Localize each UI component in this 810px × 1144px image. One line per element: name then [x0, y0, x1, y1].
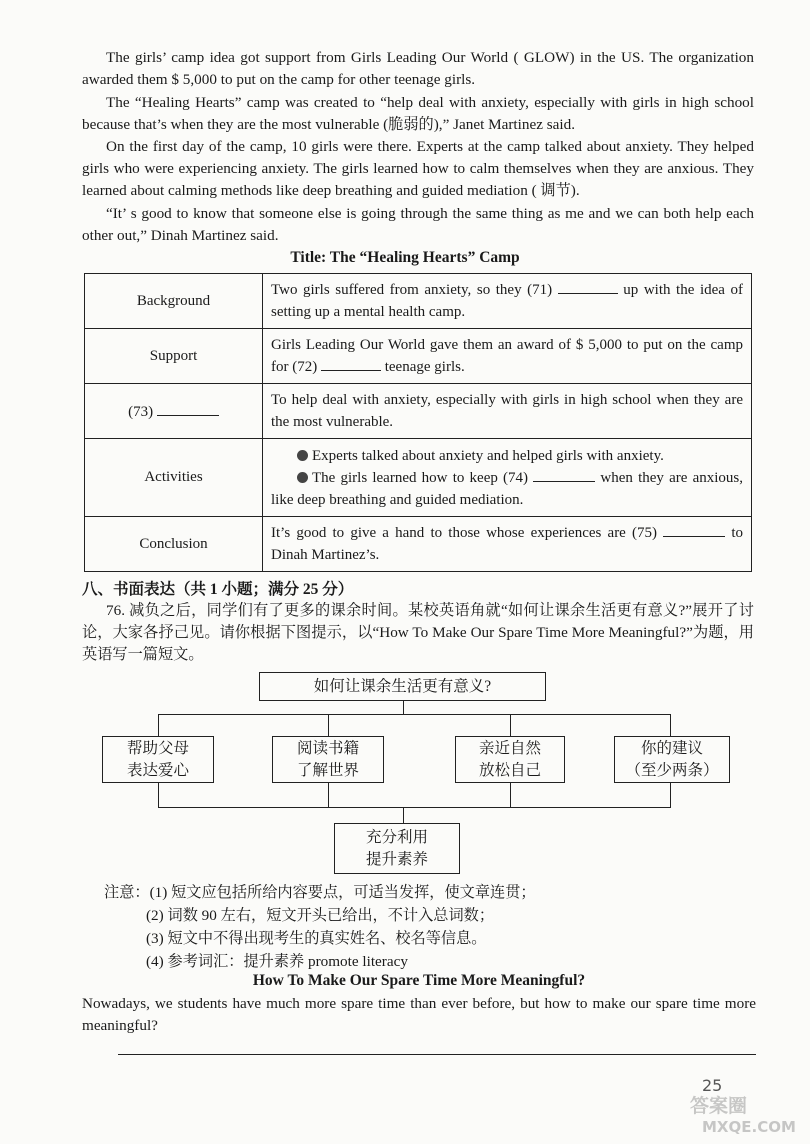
section-heading: 八、书面表达（共 1 小题；满分 25 分）: [82, 581, 354, 598]
connector-line: [158, 782, 159, 808]
row-content-support: Girls Leading Our World gave them an award of $ 5,000 to put on the camp for (72) teenage girls.: [263, 329, 752, 384]
paragraph-quote: “It’ s good to know that someone else is going through the same thing as me and we can both help each other out,” Dinah Martinez said.: [82, 205, 754, 244]
essay-opening: Nowadays, we students have much more spare time than ever before, but how to make our spare time more meaningful?: [82, 995, 756, 1034]
table-row: [85, 384, 752, 439]
connector-line: [158, 714, 159, 736]
paragraph-glow-support: The girls’ camp idea got support from Girls Leading Our World ( GLOW) in the US. The organization awarded them $ 5,000 to put on the camp for other teenage girls.: [82, 49, 754, 88]
activity-item-1: Experts talked about anxiety and helped girls with anxiety.: [271, 445, 743, 467]
connector-line: [328, 714, 329, 736]
answer-blank-75[interactable]: [663, 522, 725, 537]
connector-line: [328, 782, 329, 808]
watermark-logo-icon: [682, 1084, 808, 1140]
diagram-box-bottom: 充分利用 提升素养: [334, 823, 460, 874]
row-content-activities: [263, 439, 752, 517]
camp-summary-table: [84, 273, 752, 572]
watermark-text: 答案圈 MXQE.COM: [690, 1095, 796, 1136]
row-label-support: Support: [85, 329, 263, 384]
row-label-73: (73): [85, 384, 263, 439]
note-line-1: 注意：(1) 短文应包括所给内容要点，可适当发挥，使文章连贯；: [104, 884, 536, 901]
row-content-purpose: To help deal with anxiety, especially with girls in high school when they are the most vulnerable.: [263, 384, 752, 439]
diagram-box-nature: 亲近自然 放松自己: [455, 736, 565, 783]
activity-item-2: The girls learned how to keep (74) when they are anxious, like deep breathing and guided mediation.: [271, 467, 743, 511]
diagram-box-help-parents: 帮助父母 表达爱心: [102, 736, 214, 783]
connector-line: [510, 782, 511, 808]
diagram-box-your-suggestion: 你的建议 （至少两条）: [614, 736, 730, 783]
bullet-dot-icon: [297, 472, 308, 483]
note-line-4: (4) 参考词汇：提升素养 promote literacy: [146, 953, 408, 970]
paragraph-first-day: On the first day of the camp, 10 girls were there. Experts at the camp talked about anxiety. They helped girls who were experiencing anxiety. The girls learned how to calm themselves when they are anxious. They learned about calming methods like deep breathing and guided mediation ( 调节).: [82, 138, 754, 199]
essay-title: How To Make Our Spare Time More Meaningful?: [252, 972, 586, 989]
answer-blank-72[interactable]: [321, 356, 381, 371]
connector-line: [403, 807, 404, 823]
note-line-2: (2) 词数 90 左右，短文开头已给出，不计入总词数；: [146, 907, 495, 924]
row-content-background: Two girls suffered from anxiety, so they (71) up with the idea of setting up a mental health camp.: [263, 274, 752, 329]
row-label-background: Background: [85, 274, 263, 329]
writing-prompt: 76. 减负之后，同学们有了更多的课余时间。某校英语角就“如何让课余生活更有意义?”展开了讨论，大家各抒己见。请你根据下图提示，以“How To Make Our Spare Time More Meaningful?”为题，用英语写一篇短文。: [82, 602, 754, 663]
connector-line: [158, 807, 671, 808]
page-number: 25: [702, 1076, 723, 1095]
connector-line: [670, 714, 671, 736]
answer-blank-74[interactable]: [533, 467, 595, 482]
table-title: Title: The “Healing Hearts” Camp: [290, 249, 520, 266]
row-label-activities: Activities: [85, 439, 263, 517]
table-row: [85, 329, 752, 384]
connector-line: [158, 714, 671, 715]
paragraph-healing-hearts: The “Healing Hearts” camp was created to “help deal with anxiety, especially with girls in high school because that’s when they are the most vulnerable (脆弱的),” Janet Martinez said.: [82, 94, 754, 133]
note-line-3: (3) 短文中不得出现考生的真实姓名、校名等信息。: [146, 930, 487, 947]
answer-blank-71[interactable]: [558, 279, 618, 294]
table-row: [85, 439, 752, 517]
answer-blank-73[interactable]: [157, 401, 219, 416]
bullet-dot-icon: [297, 450, 308, 461]
row-label-conclusion: Conclusion: [85, 517, 263, 572]
answer-line[interactable]: [118, 1054, 756, 1055]
diagram-box-read-books: 阅读书籍 了解世界: [272, 736, 384, 783]
connector-line: [510, 714, 511, 736]
diagram-top-question: 如何让课余生活更有意义?: [259, 672, 546, 701]
connector-line: [403, 700, 404, 715]
table-row: [85, 274, 752, 329]
table-row: [85, 517, 752, 572]
connector-line: [670, 782, 671, 808]
row-content-conclusion: It’s good to give a hand to those whose experiences are (75) to Dinah Martinez’s.: [263, 517, 752, 572]
